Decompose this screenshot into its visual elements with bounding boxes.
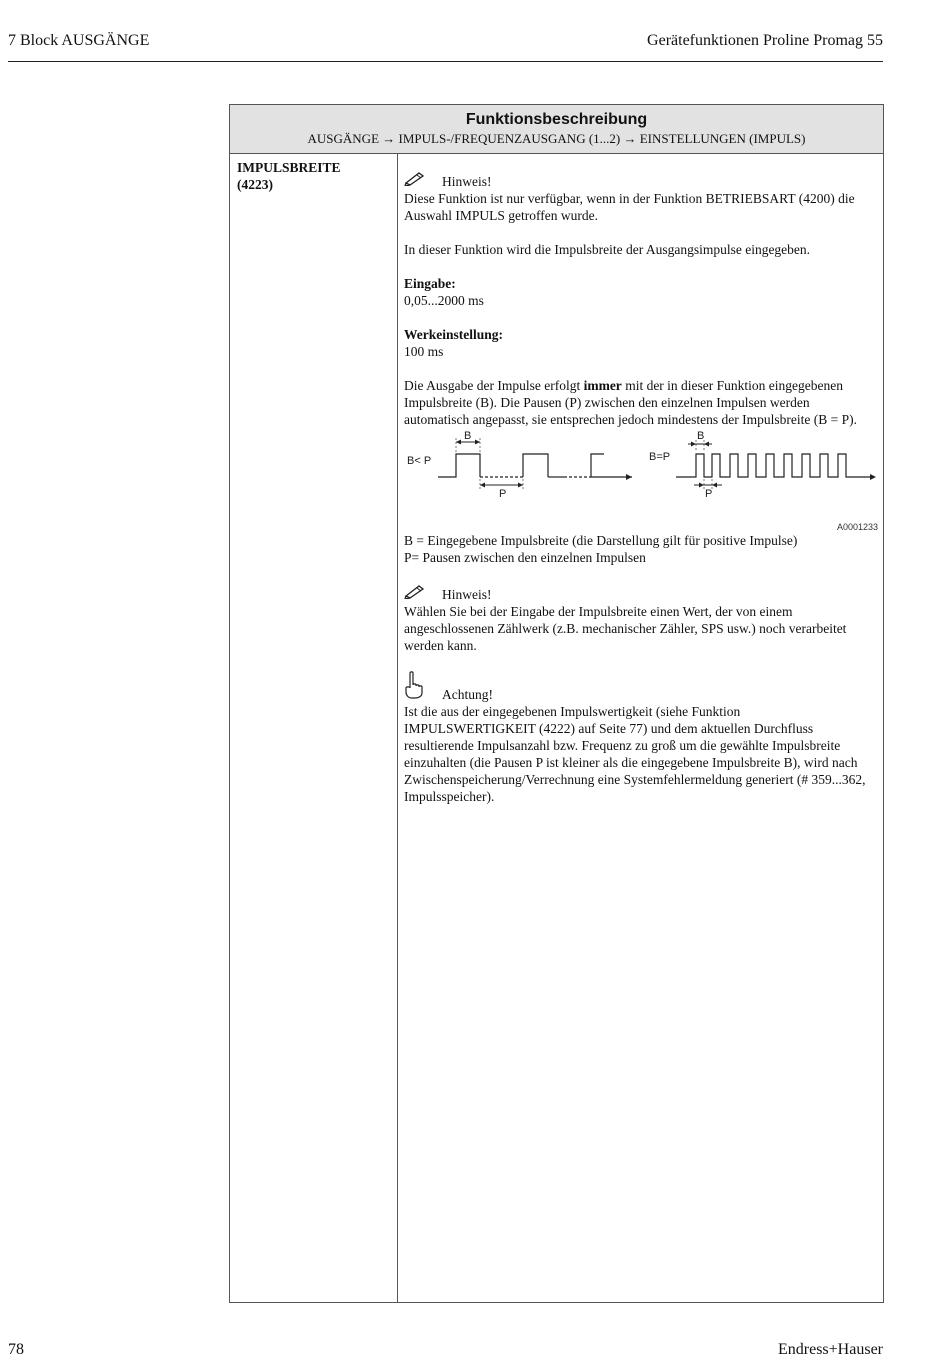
menu-path: AUSGÄNGE → IMPULS-/FREQUENZAUSGANG (1...2) → EINSTELLUNGEN (IMPULS) <box>307 131 806 146</box>
description-column <box>404 154 878 805</box>
table-header <box>230 105 883 154</box>
intro-text: In dieser Funktion wird die Impulsbreite der Ausgangsimpulse eingegeben. <box>404 242 811 257</box>
header-rule <box>8 61 883 62</box>
pencil-icon <box>404 170 442 190</box>
table-title: Funktionsbeschreibung <box>465 111 648 128</box>
note-text: Wählen Sie bei der Eingabe der Impulsbreite einen Wert, der von einem angeschlossenen Zählwerk (z.B. mechanischer Zähler, SPS usw.) noch verarbeitet werden kann. <box>404 604 847 653</box>
label-b-right: B <box>697 430 705 442</box>
note-text: Diese Funktion ist nur verfügbar, wenn in der Funktion BETRIEBSART (4200) die Auswahl IMPULS getroffen wurde. <box>404 191 855 223</box>
function-table <box>229 104 884 1303</box>
pulse-diagram <box>404 430 882 528</box>
note-label: Hinweis! <box>442 174 492 189</box>
label-p-right: P <box>705 488 713 500</box>
chapter-header: 7 Block AUSGÄNGE <box>8 32 150 49</box>
brand-logo: Endress+Hauser <box>778 1341 883 1358</box>
page-number: 78 <box>8 1341 24 1358</box>
default-label: Werkeinstellung: <box>404 327 504 342</box>
default-value: 100 ms <box>404 344 444 359</box>
function-name: IMPULSBREITE <box>237 160 341 175</box>
document-title: Gerätefunktionen Proline Promag 55 <box>647 32 883 49</box>
caution-label: Achtung! <box>442 687 493 702</box>
legend-p: P= Pausen zwischen den einzelnen Impulsen <box>404 550 646 565</box>
note-label: Hinweis! <box>442 587 492 602</box>
caution-block <box>404 671 874 703</box>
figure-id: A0001233 <box>836 522 878 532</box>
input-range: 0,05...2000 ms <box>404 293 484 308</box>
pointing-hand-icon <box>404 671 442 703</box>
label-b: B <box>464 430 472 442</box>
description-text: Die Ausgabe der Impulse erfolgt immer mit der in dieser Funktion eingegebenen Impulsbreite (B). Die Pausen (P) zwischen den einzelnen Impulsen werden automatisch angepasst, sie entsprechen jedoch mindestens der Impulsbreite (B = P). <box>404 378 857 427</box>
function-code: (4223) <box>237 177 273 192</box>
input-label: Eingabe: <box>404 276 456 291</box>
legend-b: B = Eingegebene Impulsbreite (die Darstellung gilt für positive Impulse) <box>404 533 798 548</box>
case-label-b-lt-p: B< P <box>407 455 432 467</box>
pencil-icon <box>404 583 442 603</box>
note-block-1 <box>404 170 874 190</box>
label-p: P <box>499 488 507 500</box>
note-block-2 <box>404 583 874 603</box>
case-label-b-eq-p: B=P <box>649 451 671 463</box>
caution-text: Ist die aus der eingegebenen Impulswertigkeit (siehe Funktion IMPULSWERTIGKEIT (4222) auf Seite 77) und dem aktuellen Durchfluss resultierende Impulsanzahl bzw. Frequenz zu groß um die gewählte Impulsbreite einzuhalten (die Pausen P ist kleiner als die eingegebene Impulsbreite B), wird nach Zwischenspeicherung/Verrechnung eine Systemfehlermeldung generiert (# 359...362, Impulsspeicher). <box>404 704 866 804</box>
function-name-column <box>230 154 398 1302</box>
